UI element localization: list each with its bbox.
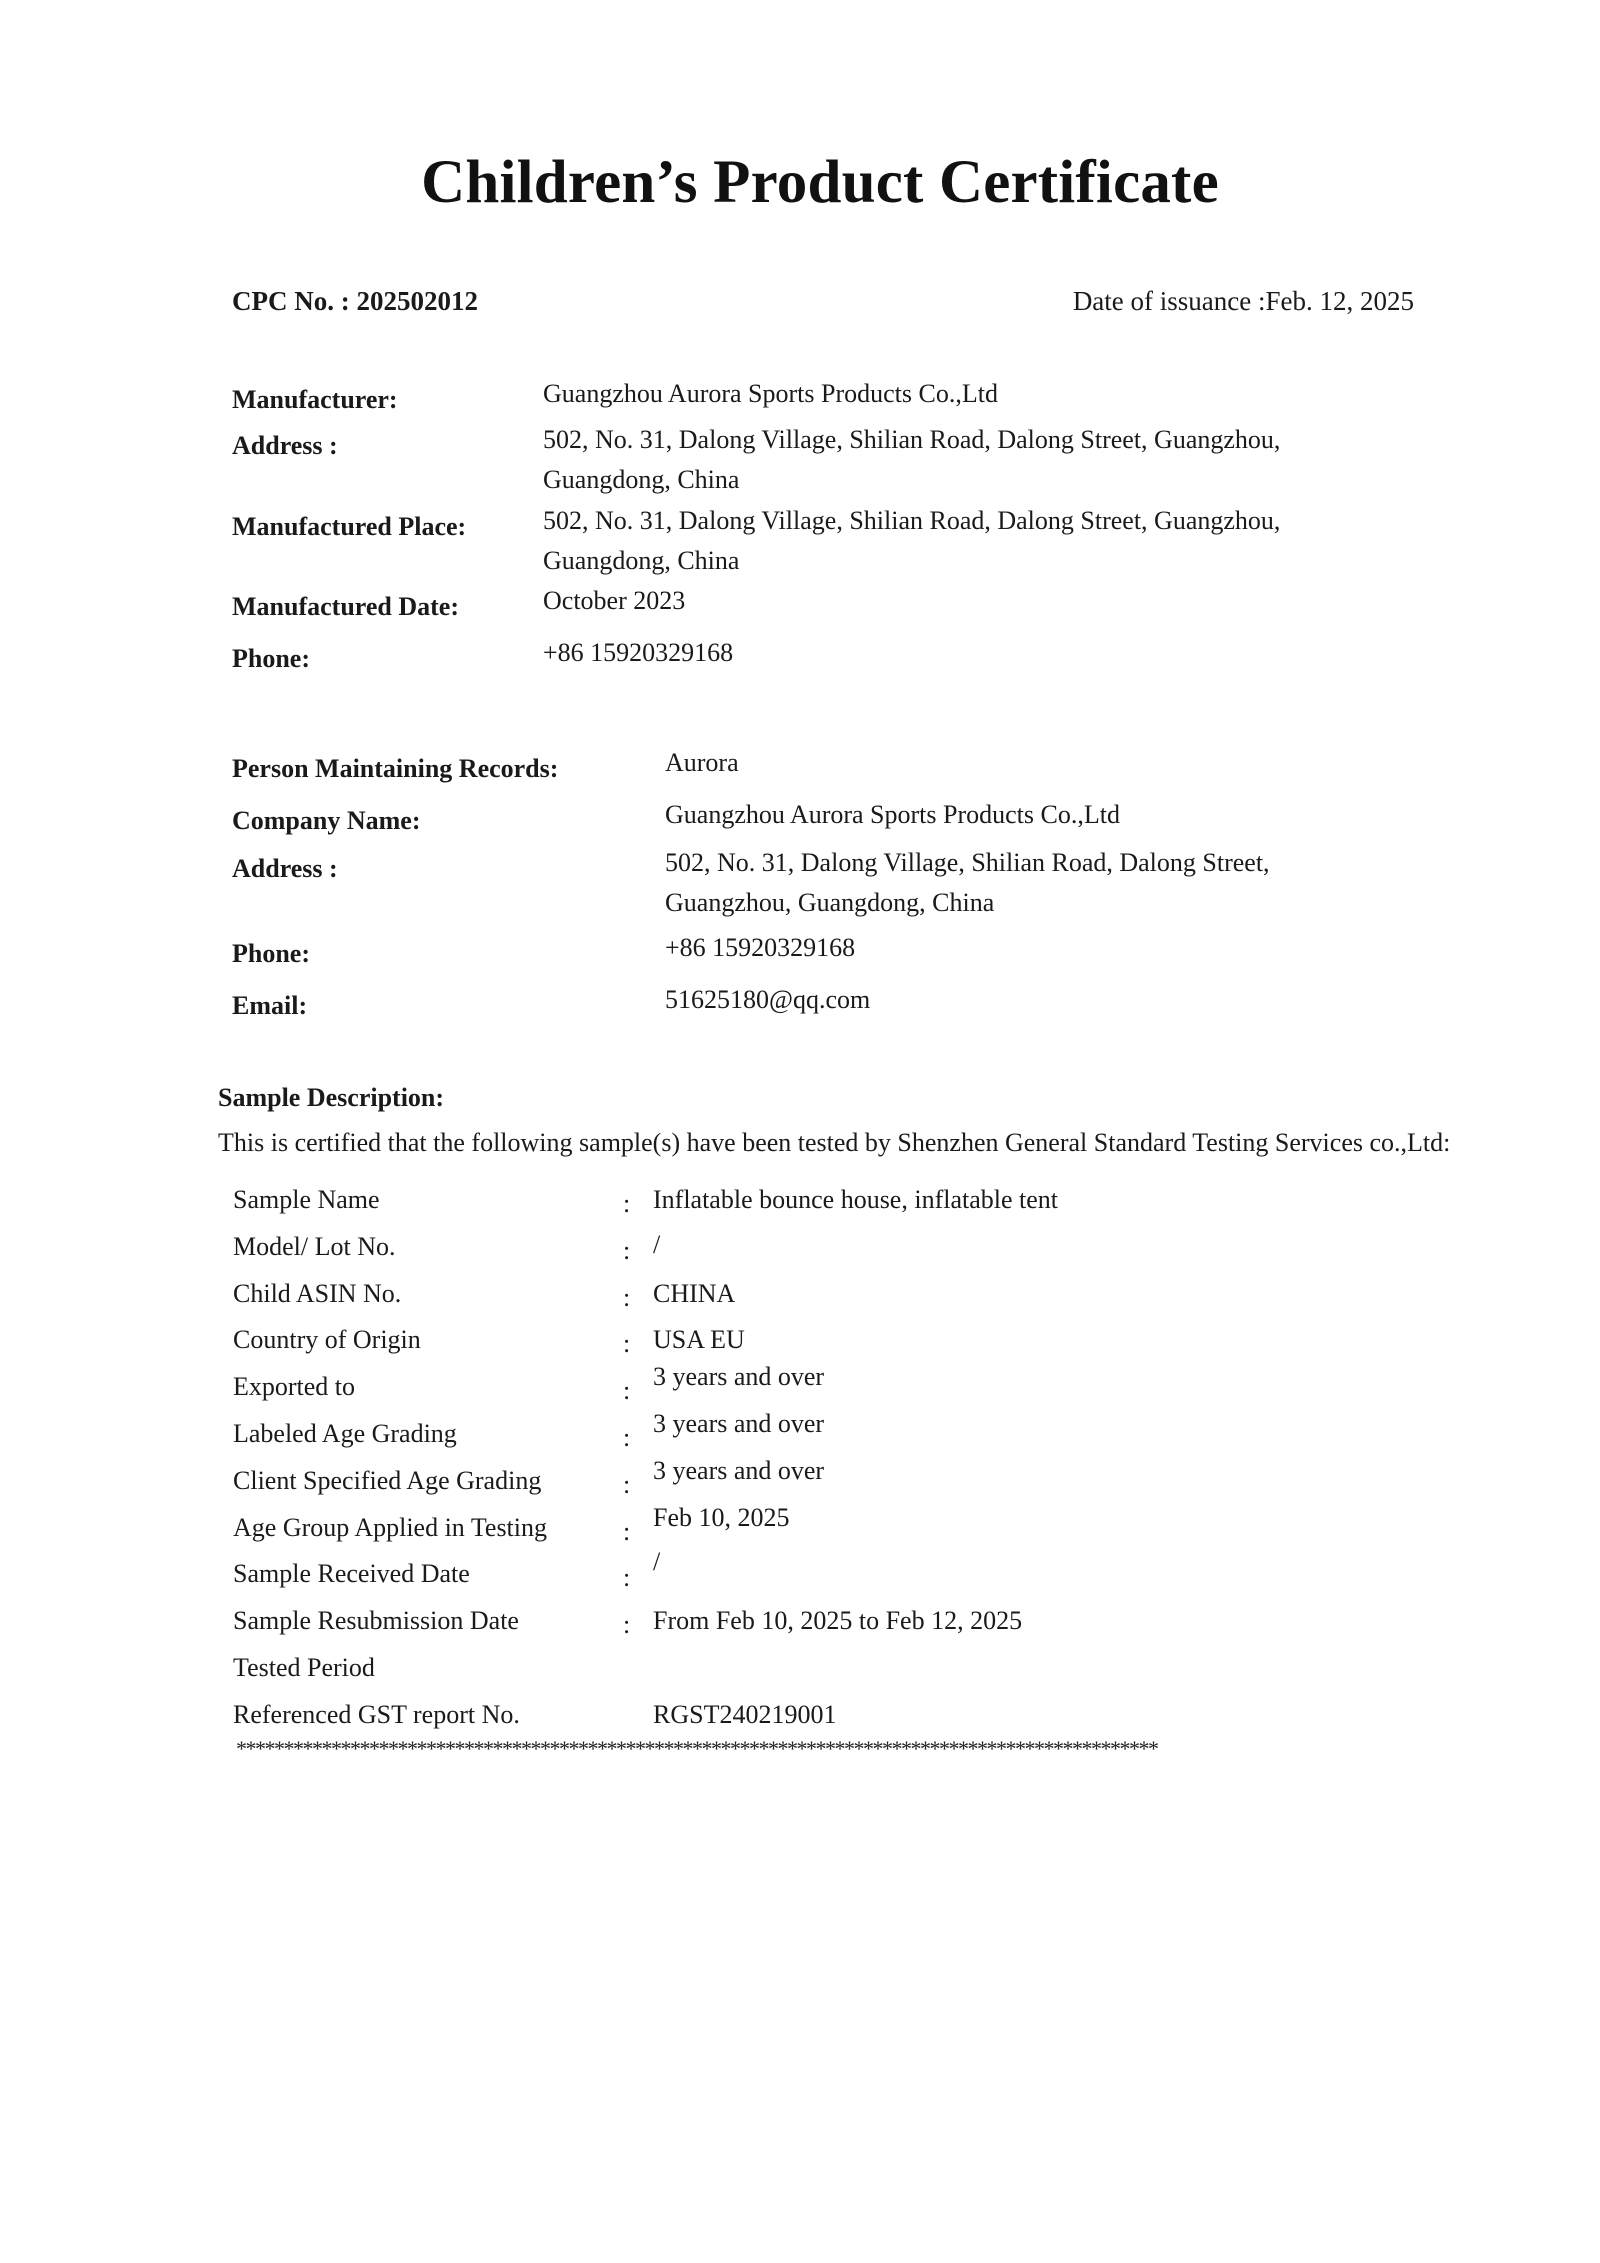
sample-label: Labeled Age Grading [233,1418,457,1448]
field-label: Manufacturer: [232,385,398,414]
manufactured-place-row [232,501,1363,581]
sample-colon: : [623,1235,631,1265]
sample-value: 3 years and over [653,1362,825,1392]
field-value: 51625180@qq.com [665,985,871,1014]
sample-value: From Feb 10, 2025 to Feb 12, 2025 [653,1606,1023,1636]
sample-value: USA EU [653,1325,745,1355]
manufacturer-row [232,374,1363,420]
sample-value: 3 years and over [653,1455,825,1485]
cpc-number: CPC No. : 202502012 [232,286,478,316]
sample-colon: : [623,1422,631,1452]
sample-label: Referenced GST report No. [233,1699,520,1729]
sample-label: Sample Received Date [233,1559,470,1589]
phone-row [232,633,1363,679]
field-label: Phone: [232,939,310,968]
field-value: Aurora [665,748,739,777]
sample-label: Model/ Lot No. [233,1231,396,1261]
sample-label: Sample Name [233,1185,380,1214]
field-value: +86 15920329168 [543,638,734,667]
sample-label: Sample Resubmission Date [233,1606,519,1636]
field-label: Company Name: [232,806,421,835]
address-row [232,420,1363,501]
sample-colon: : [623,1610,631,1640]
field-label: Manufactured Date: [232,592,459,621]
separator-line: ************************************************************************************************* [236,1736,1158,1761]
sample-description-title: Sample Description: [218,1083,445,1112]
field-label: Email: [232,991,308,1020]
sample-value: CHINA [653,1278,736,1308]
field-label: Manufactured Place: [232,512,467,541]
field-value: +86 15920329168 [665,933,856,962]
issuance-date: Date of issuance :Feb. 12, 2025 [1072,286,1414,316]
address-row [232,843,1365,928]
sample-label: Exported to [233,1372,356,1402]
field-label: Address : [232,854,338,883]
sample-value: / [653,1547,661,1577]
manufacturer-block [232,374,1363,679]
company-name-row [232,795,1365,843]
sample-value: / [653,1229,661,1259]
field-value: Guangzhou Aurora Sports Products Co.,Ltd [665,800,1120,829]
sample-label: Age Group Applied in Testing [233,1512,548,1542]
sample-label: Child ASIN No. [233,1278,402,1308]
records-block [232,743,1365,1026]
sample-colon: : [623,1376,631,1406]
email-row [232,980,1365,1026]
sample-description-intro: This is certified that the following sample(s) have been tested by Shenzhen General Standard Testing Services co.,Ltd: [218,1128,1451,1157]
sample-colon: : [623,1329,631,1359]
field-label: Phone: [232,644,310,673]
sample-colon: : [623,1563,631,1593]
phone-row [232,928,1365,980]
sample-colon: : [623,1516,631,1546]
field-value: 502, No. 31, Dalong Village, Shilian Road, Dalong Street, Guangzhou, Guangdong, China [543,506,1281,575]
field-label: Address : [232,431,338,460]
sample-label: Tested Period [233,1652,375,1682]
field-label: Person Maintaining Records: [232,754,559,783]
sample-value: Inflatable bounce house, inflatable tent [653,1185,1059,1214]
manufactured-date-row [232,581,1363,633]
sample-colon: : [623,1282,631,1312]
field-value: October 2023 [543,586,686,615]
field-value: Guangzhou Aurora Sports Products Co.,Ltd [543,379,998,408]
person-maintaining-records-row [232,743,1365,795]
sample-value: RGST240219001 [653,1699,837,1729]
sample-label: Country of Origin [233,1325,421,1355]
sample-value: 3 years and over [653,1408,825,1438]
sample-label: Client Specified Age Grading [233,1465,542,1495]
sample-colon: : [623,1189,631,1218]
page-title: Children’s Product Certificate [421,149,1219,216]
sample-value: Feb 10, 2025 [653,1502,790,1532]
field-value: 502, No. 31, Dalong Village, Shilian Road, Dalong Street, Guangzhou, Guangdong, China [665,848,1270,917]
sample-colon: : [623,1469,631,1499]
field-value: 502, No. 31, Dalong Village, Shilian Road, Dalong Street, Guangzhou, Guangdong, China [543,425,1281,494]
